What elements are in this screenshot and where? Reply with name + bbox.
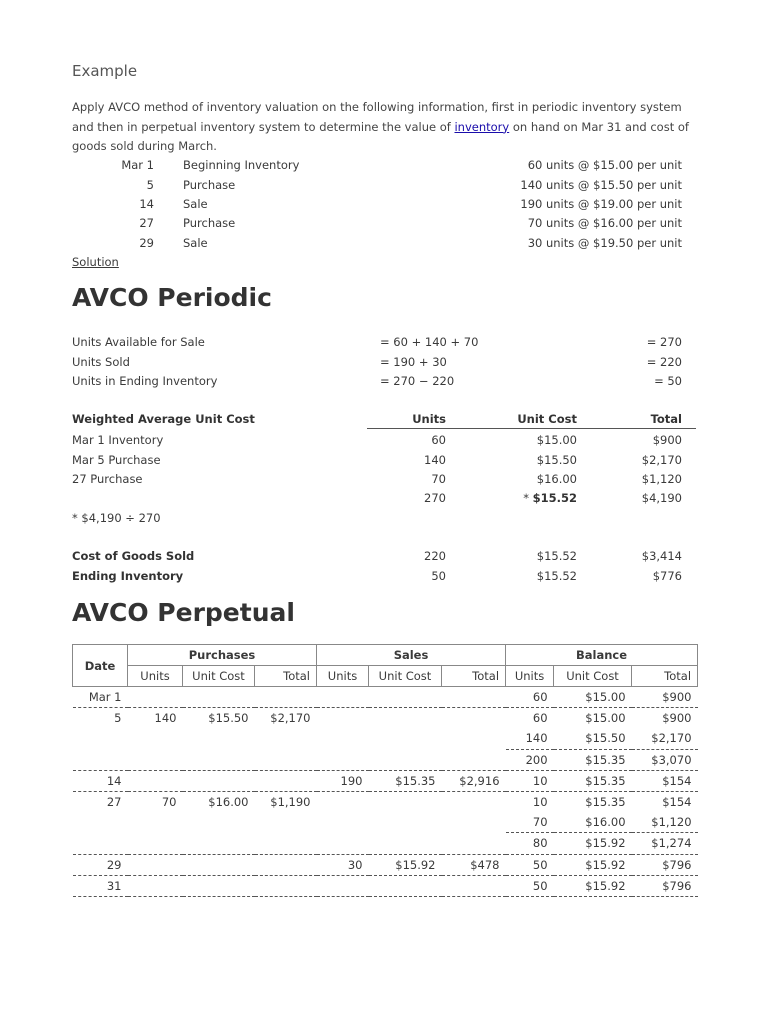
solution-link[interactable]: Solution bbox=[72, 255, 119, 269]
purchase-total bbox=[255, 854, 317, 875]
transaction-detail: 140 units @ $15.50 per unit bbox=[520, 178, 682, 192]
balance-units: 50 bbox=[506, 875, 554, 896]
wac-row-units: 140 bbox=[424, 453, 446, 467]
sale-unit-cost bbox=[369, 875, 442, 896]
balance-units: 60 bbox=[506, 687, 554, 708]
balance-total: $796 bbox=[632, 854, 698, 875]
purchase-units bbox=[128, 728, 183, 749]
balance-total-header: Total bbox=[632, 666, 698, 687]
purchase-unit-cost bbox=[183, 812, 255, 833]
table-header-row bbox=[73, 645, 698, 666]
sale-total bbox=[442, 728, 506, 749]
row-date: 5 bbox=[114, 711, 122, 726]
wac-average-cost bbox=[480, 491, 577, 505]
sale-total bbox=[442, 708, 506, 729]
balance-total: $154 bbox=[662, 795, 692, 810]
balance-units: 60 bbox=[532, 711, 548, 726]
ending-inventory-total: $776 bbox=[652, 569, 682, 583]
purchase-units bbox=[128, 687, 183, 708]
average-unit-cost: $15.52 bbox=[532, 491, 577, 505]
wac-row-label: 27 Purchase bbox=[72, 472, 143, 486]
balance-total: $796 bbox=[632, 875, 698, 896]
summary-label: Units in Ending Inventory bbox=[72, 374, 218, 388]
wac-row-total: $2,170 bbox=[641, 453, 682, 467]
balance-unit-cost-header: Unit Cost bbox=[554, 666, 632, 687]
sale-total: $478 bbox=[442, 854, 506, 875]
footnote: * $4,190 ÷ 270 bbox=[72, 511, 161, 525]
transaction-desc: Purchase bbox=[183, 178, 236, 192]
purchase-unit-cost bbox=[183, 749, 255, 770]
table-row bbox=[73, 749, 698, 770]
purchase-units: 70 bbox=[161, 795, 177, 810]
date-header: Date bbox=[73, 645, 128, 687]
sale-units bbox=[317, 791, 369, 812]
wac-header-total: Total bbox=[650, 412, 682, 426]
purchase-unit-cost bbox=[183, 875, 255, 896]
balance-total: $900 bbox=[632, 687, 698, 708]
sale-units bbox=[317, 749, 369, 770]
wac-row-unit-cost: $16.00 bbox=[536, 472, 577, 486]
purchase-unit-cost: $16.00 bbox=[208, 795, 249, 810]
balance-units: 80 bbox=[506, 833, 554, 854]
row-date bbox=[73, 812, 128, 833]
wac-row-total: $900 bbox=[652, 433, 682, 447]
purchase-units bbox=[128, 854, 183, 875]
transaction-detail: 190 units @ $19.00 per unit bbox=[520, 197, 682, 211]
wac-header-units: Units bbox=[412, 412, 446, 426]
balance-unit-cost: $15.92 bbox=[554, 854, 632, 875]
purchases-total-header: Total bbox=[255, 666, 317, 687]
purchases-header: Purchases bbox=[128, 645, 317, 666]
sale-units bbox=[317, 687, 369, 708]
balance-total: $154 bbox=[632, 770, 698, 791]
sale-units bbox=[317, 708, 369, 729]
table-row bbox=[73, 833, 698, 854]
row-date bbox=[73, 728, 128, 749]
purchase-total bbox=[255, 749, 317, 770]
cogs-total: $3,414 bbox=[641, 549, 682, 563]
balance-units: 70 bbox=[506, 812, 554, 833]
perpetual-table-body bbox=[73, 687, 698, 897]
sale-unit-cost bbox=[369, 791, 442, 812]
cogs-label: Cost of Goods Sold bbox=[72, 549, 195, 563]
table-row bbox=[73, 791, 698, 812]
sale-units bbox=[317, 875, 369, 896]
wac-header-unit-cost: Unit Cost bbox=[517, 412, 577, 426]
summary-label: Units Sold bbox=[72, 355, 130, 369]
sale-total bbox=[442, 749, 506, 770]
table-row bbox=[73, 687, 698, 708]
balance-unit-cost: $15.35 bbox=[554, 770, 632, 791]
purchase-units bbox=[128, 812, 183, 833]
summary-result: = 270 bbox=[646, 335, 682, 349]
sale-units: 190 bbox=[317, 770, 369, 791]
transaction-detail: 30 units @ $19.50 per unit bbox=[527, 236, 682, 250]
perpetual-title: AVCO Perpetual bbox=[72, 598, 295, 627]
row-date: 14 bbox=[73, 770, 128, 791]
sale-unit-cost bbox=[369, 687, 442, 708]
sale-unit-cost bbox=[369, 812, 442, 833]
sale-total bbox=[442, 833, 506, 854]
purchase-unit-cost bbox=[183, 770, 255, 791]
purchase-unit-cost: $15.50 bbox=[208, 711, 249, 726]
transaction-date: 14 bbox=[139, 197, 154, 211]
purchase-units bbox=[128, 833, 183, 854]
sales-total-header: Total bbox=[442, 666, 506, 687]
purchase-total: $1,190 bbox=[270, 795, 311, 810]
purchase-total bbox=[255, 728, 317, 749]
sale-unit-cost bbox=[369, 749, 442, 770]
balance-unit-cost: $16.00 bbox=[554, 812, 632, 833]
wac-header-label: Weighted Average Unit Cost bbox=[72, 412, 255, 426]
balance-unit-cost: $15.00 bbox=[554, 687, 632, 708]
table-row bbox=[73, 708, 698, 729]
example-heading: Example bbox=[72, 62, 138, 80]
transaction-detail: 70 units @ $16.00 per unit bbox=[527, 216, 682, 230]
balance-unit-cost: $15.50 bbox=[554, 728, 632, 749]
purchase-units bbox=[128, 770, 183, 791]
balance-units: 10 bbox=[532, 795, 548, 810]
purchase-total bbox=[255, 812, 317, 833]
table-row bbox=[73, 875, 698, 896]
wac-row-units: 60 bbox=[431, 433, 446, 447]
purchases-units-header: Units bbox=[128, 666, 183, 687]
sale-units bbox=[317, 833, 369, 854]
balance-total: $900 bbox=[662, 711, 692, 726]
purchase-total bbox=[255, 687, 317, 708]
row-date bbox=[73, 749, 128, 770]
sale-unit-cost: $15.92 bbox=[369, 854, 442, 875]
balance-units: 140 bbox=[506, 728, 554, 749]
transaction-desc: Sale bbox=[183, 197, 208, 211]
purchase-total: $2,170 bbox=[270, 711, 311, 726]
sale-total bbox=[442, 875, 506, 896]
summary-result: = 50 bbox=[654, 374, 682, 388]
purchase-total bbox=[255, 833, 317, 854]
summary-formula: = 190 + 30 bbox=[380, 355, 447, 369]
balance-units: 200 bbox=[506, 749, 554, 770]
row-date: 31 bbox=[73, 875, 128, 896]
transaction-desc: Beginning Inventory bbox=[183, 158, 300, 172]
wac-row-units: 70 bbox=[431, 472, 446, 486]
balance-header: Balance bbox=[506, 645, 698, 666]
table-row bbox=[73, 728, 698, 749]
balance-total: $1,274 bbox=[632, 833, 698, 854]
purchases-unit-cost-header: Unit Cost bbox=[183, 666, 255, 687]
sale-unit-cost bbox=[369, 708, 442, 729]
balance-total: $3,070 bbox=[632, 749, 698, 770]
table-row bbox=[73, 770, 698, 791]
summary-formula: = 270 − 220 bbox=[380, 374, 455, 388]
periodic-title: AVCO Periodic bbox=[72, 283, 272, 312]
sale-unit-cost bbox=[369, 728, 442, 749]
balance-units: 10 bbox=[506, 770, 554, 791]
sale-total bbox=[442, 791, 506, 812]
sale-units bbox=[317, 812, 369, 833]
transaction-date: 5 bbox=[146, 178, 154, 192]
purchase-unit-cost bbox=[183, 854, 255, 875]
cogs-units: 220 bbox=[424, 549, 446, 563]
ending-inventory-units: 50 bbox=[431, 569, 446, 583]
balance-units-header: Units bbox=[506, 666, 554, 687]
sale-units bbox=[317, 728, 369, 749]
purchase-unit-cost bbox=[183, 687, 255, 708]
perpetual-table bbox=[72, 644, 698, 897]
sale-units: 30 bbox=[317, 854, 369, 875]
sales-header: Sales bbox=[317, 645, 506, 666]
transaction-detail: 60 units @ $15.00 per unit bbox=[527, 158, 682, 172]
balance-unit-cost: $15.92 bbox=[554, 875, 632, 896]
ending-inventory-unit-cost: $15.52 bbox=[536, 569, 577, 583]
wac-row-total: $1,120 bbox=[641, 472, 682, 486]
transaction-desc: Sale bbox=[183, 236, 208, 250]
sale-unit-cost: $15.35 bbox=[369, 770, 442, 791]
purchase-total bbox=[255, 770, 317, 791]
balance-unit-cost: $15.92 bbox=[554, 833, 632, 854]
wac-row-label: Mar 1 Inventory bbox=[72, 433, 164, 447]
transaction-date: Mar 1 bbox=[121, 158, 154, 172]
balance-total: $2,170 bbox=[632, 728, 698, 749]
cogs-unit-cost: $15.52 bbox=[536, 549, 577, 563]
purchase-unit-cost bbox=[183, 833, 255, 854]
footnote-marker: * bbox=[523, 491, 533, 505]
table-subheader-row bbox=[73, 666, 698, 687]
transaction-desc: Purchase bbox=[183, 216, 236, 230]
summary-label: Units Available for Sale bbox=[72, 335, 205, 349]
purchase-units: 140 bbox=[154, 711, 177, 726]
purchase-units bbox=[128, 749, 183, 770]
wac-total-units: 270 bbox=[424, 491, 446, 505]
row-date bbox=[73, 833, 128, 854]
intro-text-after: on hand on Mar 31 and cost of goods sold during March. bbox=[72, 119, 689, 153]
balance-units: 50 bbox=[506, 854, 554, 875]
sales-units-header: Units bbox=[317, 666, 369, 687]
transaction-date: 27 bbox=[139, 216, 154, 230]
wac-row-unit-cost: $15.00 bbox=[536, 433, 577, 447]
ending-inventory-label: Ending Inventory bbox=[72, 569, 184, 583]
header-underline bbox=[367, 428, 696, 429]
row-date: 29 bbox=[73, 854, 128, 875]
intro-text-before: Apply AVCO method of inventory valuation on the following information, first in periodic inventory system and then in perpetual inventory system to determine the value of bbox=[72, 100, 682, 134]
wac-grand-total: $4,190 bbox=[641, 491, 682, 505]
summary-result: = 220 bbox=[646, 355, 682, 369]
purchase-units bbox=[128, 875, 183, 896]
sales-unit-cost-header: Unit Cost bbox=[369, 666, 442, 687]
row-date: 27 bbox=[106, 795, 122, 810]
sale-total bbox=[442, 812, 506, 833]
purchase-total bbox=[255, 875, 317, 896]
balance-unit-cost: $15.35 bbox=[585, 795, 626, 810]
inventory-link[interactable]: inventory bbox=[454, 119, 510, 134]
table-row bbox=[73, 812, 698, 833]
sale-total: $2,916 bbox=[442, 770, 506, 791]
summary-formula: = 60 + 140 + 70 bbox=[380, 335, 479, 349]
row-date: Mar 1 bbox=[73, 687, 128, 708]
intro-paragraph bbox=[72, 98, 692, 157]
balance-unit-cost: $15.00 bbox=[585, 711, 626, 726]
balance-total: $1,120 bbox=[632, 812, 698, 833]
wac-row-label: Mar 5 Purchase bbox=[72, 453, 161, 467]
wac-row-unit-cost: $15.50 bbox=[536, 453, 577, 467]
table-row bbox=[73, 854, 698, 875]
sale-total bbox=[442, 687, 506, 708]
sale-unit-cost bbox=[369, 833, 442, 854]
balance-unit-cost: $15.35 bbox=[554, 749, 632, 770]
transaction-date: 29 bbox=[139, 236, 154, 250]
purchase-unit-cost bbox=[183, 728, 255, 749]
